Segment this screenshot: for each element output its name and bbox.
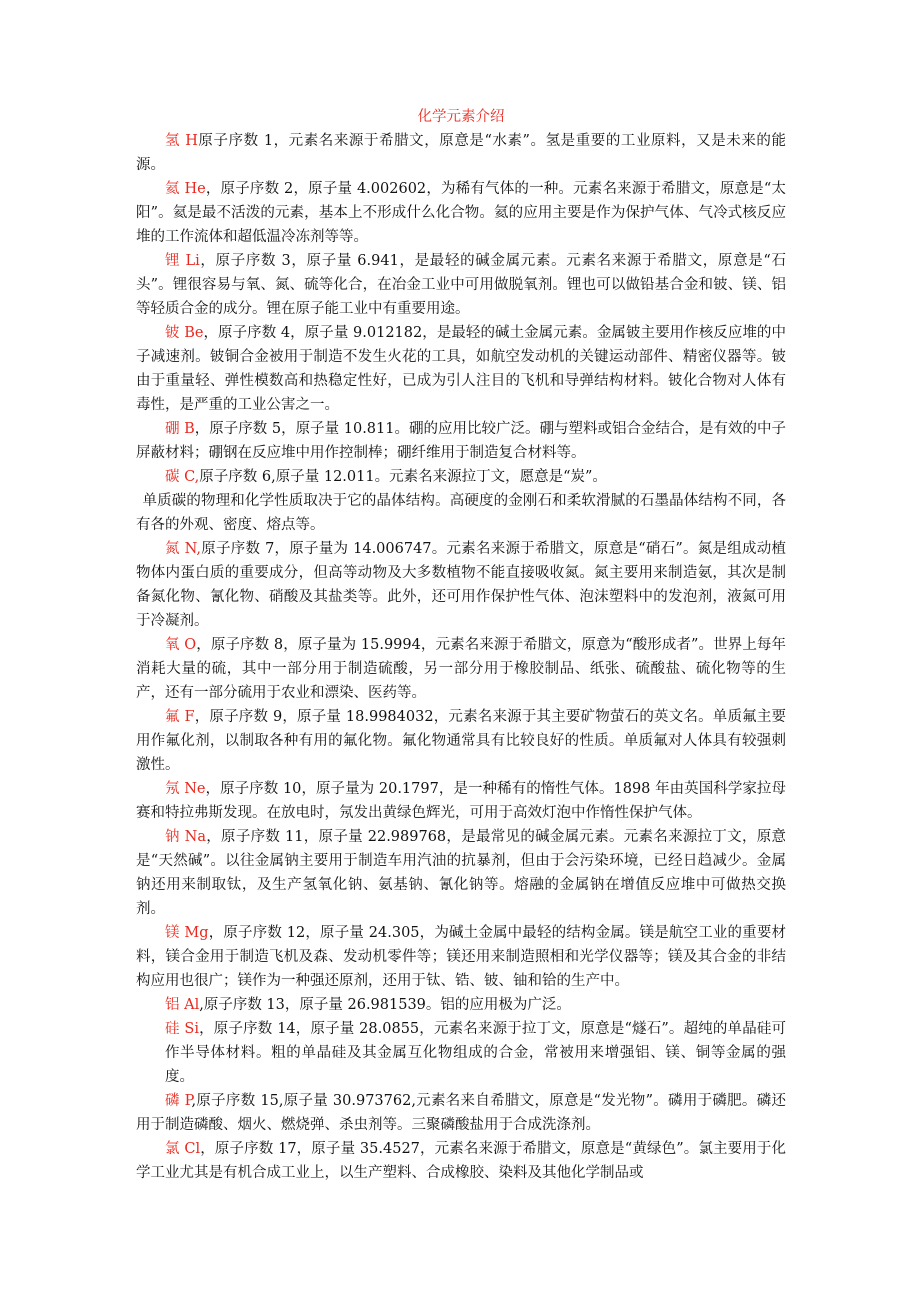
paragraph-lithium — [136, 249, 786, 321]
paragraph-text: 原子序数 7，原子量为 14.006747。元素名来源于希腊文，原意是“硝石”。氮是组成动植物体内蛋白质的重要成分，但高等动物及大多数植物不能直接吸收氮。氮主要用来制造氨，其次是制备氮化物、氰化物、硝酸及其盐类等。此外，还可用作保护性气体、泡沫塑料中的发泡剂，液氮可用于冷凝剂。 — [136, 541, 786, 629]
element-symbol: 镁 Mg — [165, 925, 209, 941]
paragraph-beryllium — [136, 321, 786, 417]
paragraph-nitrogen — [136, 537, 786, 633]
paragraph-text: ，原子序数 14，原子量 28.0855，元素名来源于拉丁文，原意是“燧石”。超纯的单晶硅可作半导体材料。粗的单晶硅及其金属互化物组成的合金，常被用来增强铝、镁、铜等金属的强度。 — [165, 1021, 787, 1085]
paragraph-oxygen — [136, 633, 786, 705]
paragraph-text: ，原子序数 3，原子量 6.941，是最轻的碱金属元素。元素名来源于希腊文，原意是“石头”。锂很容易与氧、氮、硫等化合，在冶金工业中可用做脱氧剂。锂也可以做铅基合金和铍、镁、铝等轻质合金的成分。锂在原子能工业中有重要用途。 — [136, 253, 786, 317]
paragraph-text: ，原子序数 17，原子量 35.4527，元素名来源于希腊文，原意是“黄绿色”。氯主要用于化学工业尤其是有机合成工业上，以生产塑料、合成橡胶、染料及其他化学制品或 — [136, 1141, 787, 1181]
paragraph-hydrogen — [136, 129, 786, 177]
element-symbol: 硼 B — [165, 421, 195, 437]
paragraph-text: ，原子序数 4，原子量 9.012182，是最轻的碱土金属元素。金属铍主要用作核反应堆的中子减速剂。铍铜合金被用于制造不发生火花的工具，如航空发动机的关键运动部件、精密仪器等。铍由于重量轻、弹性模数高和热稳定性好，已成为引人注目的飞机和导弹结构材料。铍化合物对人体有毒性，是严重的工业公害之一。 — [136, 325, 786, 413]
paragraph-phosphorus — [136, 1089, 786, 1137]
paragraph-magnesium — [136, 921, 786, 993]
element-symbol: 氦 He — [165, 181, 206, 197]
paragraph-carbon — [136, 465, 786, 489]
page-title: 化学元素介绍 — [417, 109, 505, 125]
paragraph-text: ，原子序数 8，原子量为 15.9994，元素名来源于希腊文，原意为“酸形成者”。世界上每年消耗大量的硫，其中一部分用于制造硫酸，另一部分用于橡胶制品、纸张、硫酸盐、硫化物等的生产，还有一部分硫用于农业和漂染、医药等。 — [136, 637, 787, 701]
paragraph-text: 原子序数 1，元素名来源于希腊文，原意是“水素”。氢是重要的工业原料，又是未来的能源。 — [136, 133, 786, 173]
paragraph-aluminum — [136, 993, 786, 1017]
paragraph-text: ，原子序数 5，原子量 10.811。硼的应用比较广泛。硼与塑料或铝合金结合，是有效的中子屏蔽材料；硼钢在反应堆中用作控制棒；硼纤维用于制造复合材料等。 — [136, 421, 787, 461]
paragraph-carbon-structure — [136, 489, 786, 537]
element-symbol: 氟 F — [165, 709, 195, 725]
element-symbol: 氮 N, — [165, 541, 201, 557]
paragraph-text: ，原子序数 12，原子量 24.305，为碱土金属中最轻的结构金属。镁是航空工业的重要材料，镁合金用于制造飞机及森、发动机零件等；镁还用来制造照相和光学仪器等；镁及其合金的非结构应用也很广；镁作为一种强还原剂，还用于钛、锆、铍、铀和铪的生产中。 — [136, 925, 786, 989]
element-symbol: 磷 P — [165, 1093, 192, 1109]
element-symbol: 氢 H — [165, 133, 198, 149]
paragraph-text: ,原子序数 15,原子量 30.973762,元素名来自希腊文，原意是“发光物”。磷用于磷肥。磷还用于制造磷酸、烟火、燃烧弹、杀虫剂等。三聚磷酸盐用于合成洗涤剂。 — [136, 1093, 786, 1133]
paragraph-text: ,原子序数 13，原子量 26.981539。铝的应用极为广泛。 — [199, 997, 571, 1013]
paragraph-sodium — [136, 825, 786, 921]
paragraph-text: ，原子序数 11，原子量 22.989768，是最常见的碱金属元素。元素名来源拉丁文，原意是“天然碱”。以往金属钠主要用于制造车用汽油的抗暴剂，但由于会污染环境，已经日趋减少。金属钠还用来制取钛，及生产氢氧化钠、氨基钠、氰化钠等。熔融的金属钠在增值反应堆中可做热交换剂。 — [136, 829, 786, 917]
element-symbol: 氧 O — [165, 637, 197, 653]
element-symbol: 氖 Ne — [165, 781, 206, 797]
paragraph-boron — [136, 417, 786, 465]
paragraph-text: ，原子序数 2，原子量 4.002602，为稀有气体的一种。元素名来源于希腊文，原意是“太阳”。氦是最不活泼的元素，基本上不形成什么化合物。氦的应用主要是作为保护气体、气冷式核反应堆的工作流体和超低温冷冻剂等等。 — [136, 181, 786, 245]
paragraph-text: ，原子序数 10，原子量为 20.1797，是一种稀有的惰性气体。1898 年由英国科学家拉母赛和特拉弗斯发现。在放电时，氖发出黄绿色辉光，可用于高效灯泡中作惰性保护气体。 — [136, 781, 786, 821]
paragraph-chlorine — [136, 1137, 786, 1185]
element-symbol: 碳 C, — [165, 469, 200, 485]
element-symbol: 锂 Li — [165, 253, 200, 269]
paragraph-helium — [136, 177, 786, 249]
paragraph-silicon — [136, 1017, 786, 1089]
element-symbol: 钠 Na — [165, 829, 206, 845]
element-symbol: 氯 Cl — [165, 1141, 201, 1157]
paragraph-neon — [136, 777, 786, 825]
paragraph-text: ，原子序数 9，原子量 18.9984032，元素名来源于其主要矿物萤石的英文名。单质氟主要用作氟化剂，以制取各种有用的氟化物。氟化物通常具有比较良好的性质。单质氟对人体具有较强刺激性。 — [136, 709, 787, 773]
paragraph-text: 单质碳的物理和化学性质取决于它的晶体结构。高硬度的金刚石和柔软滑腻的石墨晶体结构不同，各有各的外观、密度、熔点等。 — [136, 493, 786, 533]
element-symbol: 硅 Si — [165, 1021, 199, 1037]
element-symbol: 铍 Be — [165, 325, 204, 341]
document-page — [136, 105, 786, 1185]
element-symbol: 铝 Al — [165, 997, 200, 1013]
paragraph-fluorine — [136, 705, 786, 777]
paragraph-text: 原子序数 6,原子量 12.011。元素名来源拉丁文，愿意是“炭”。 — [199, 469, 607, 485]
